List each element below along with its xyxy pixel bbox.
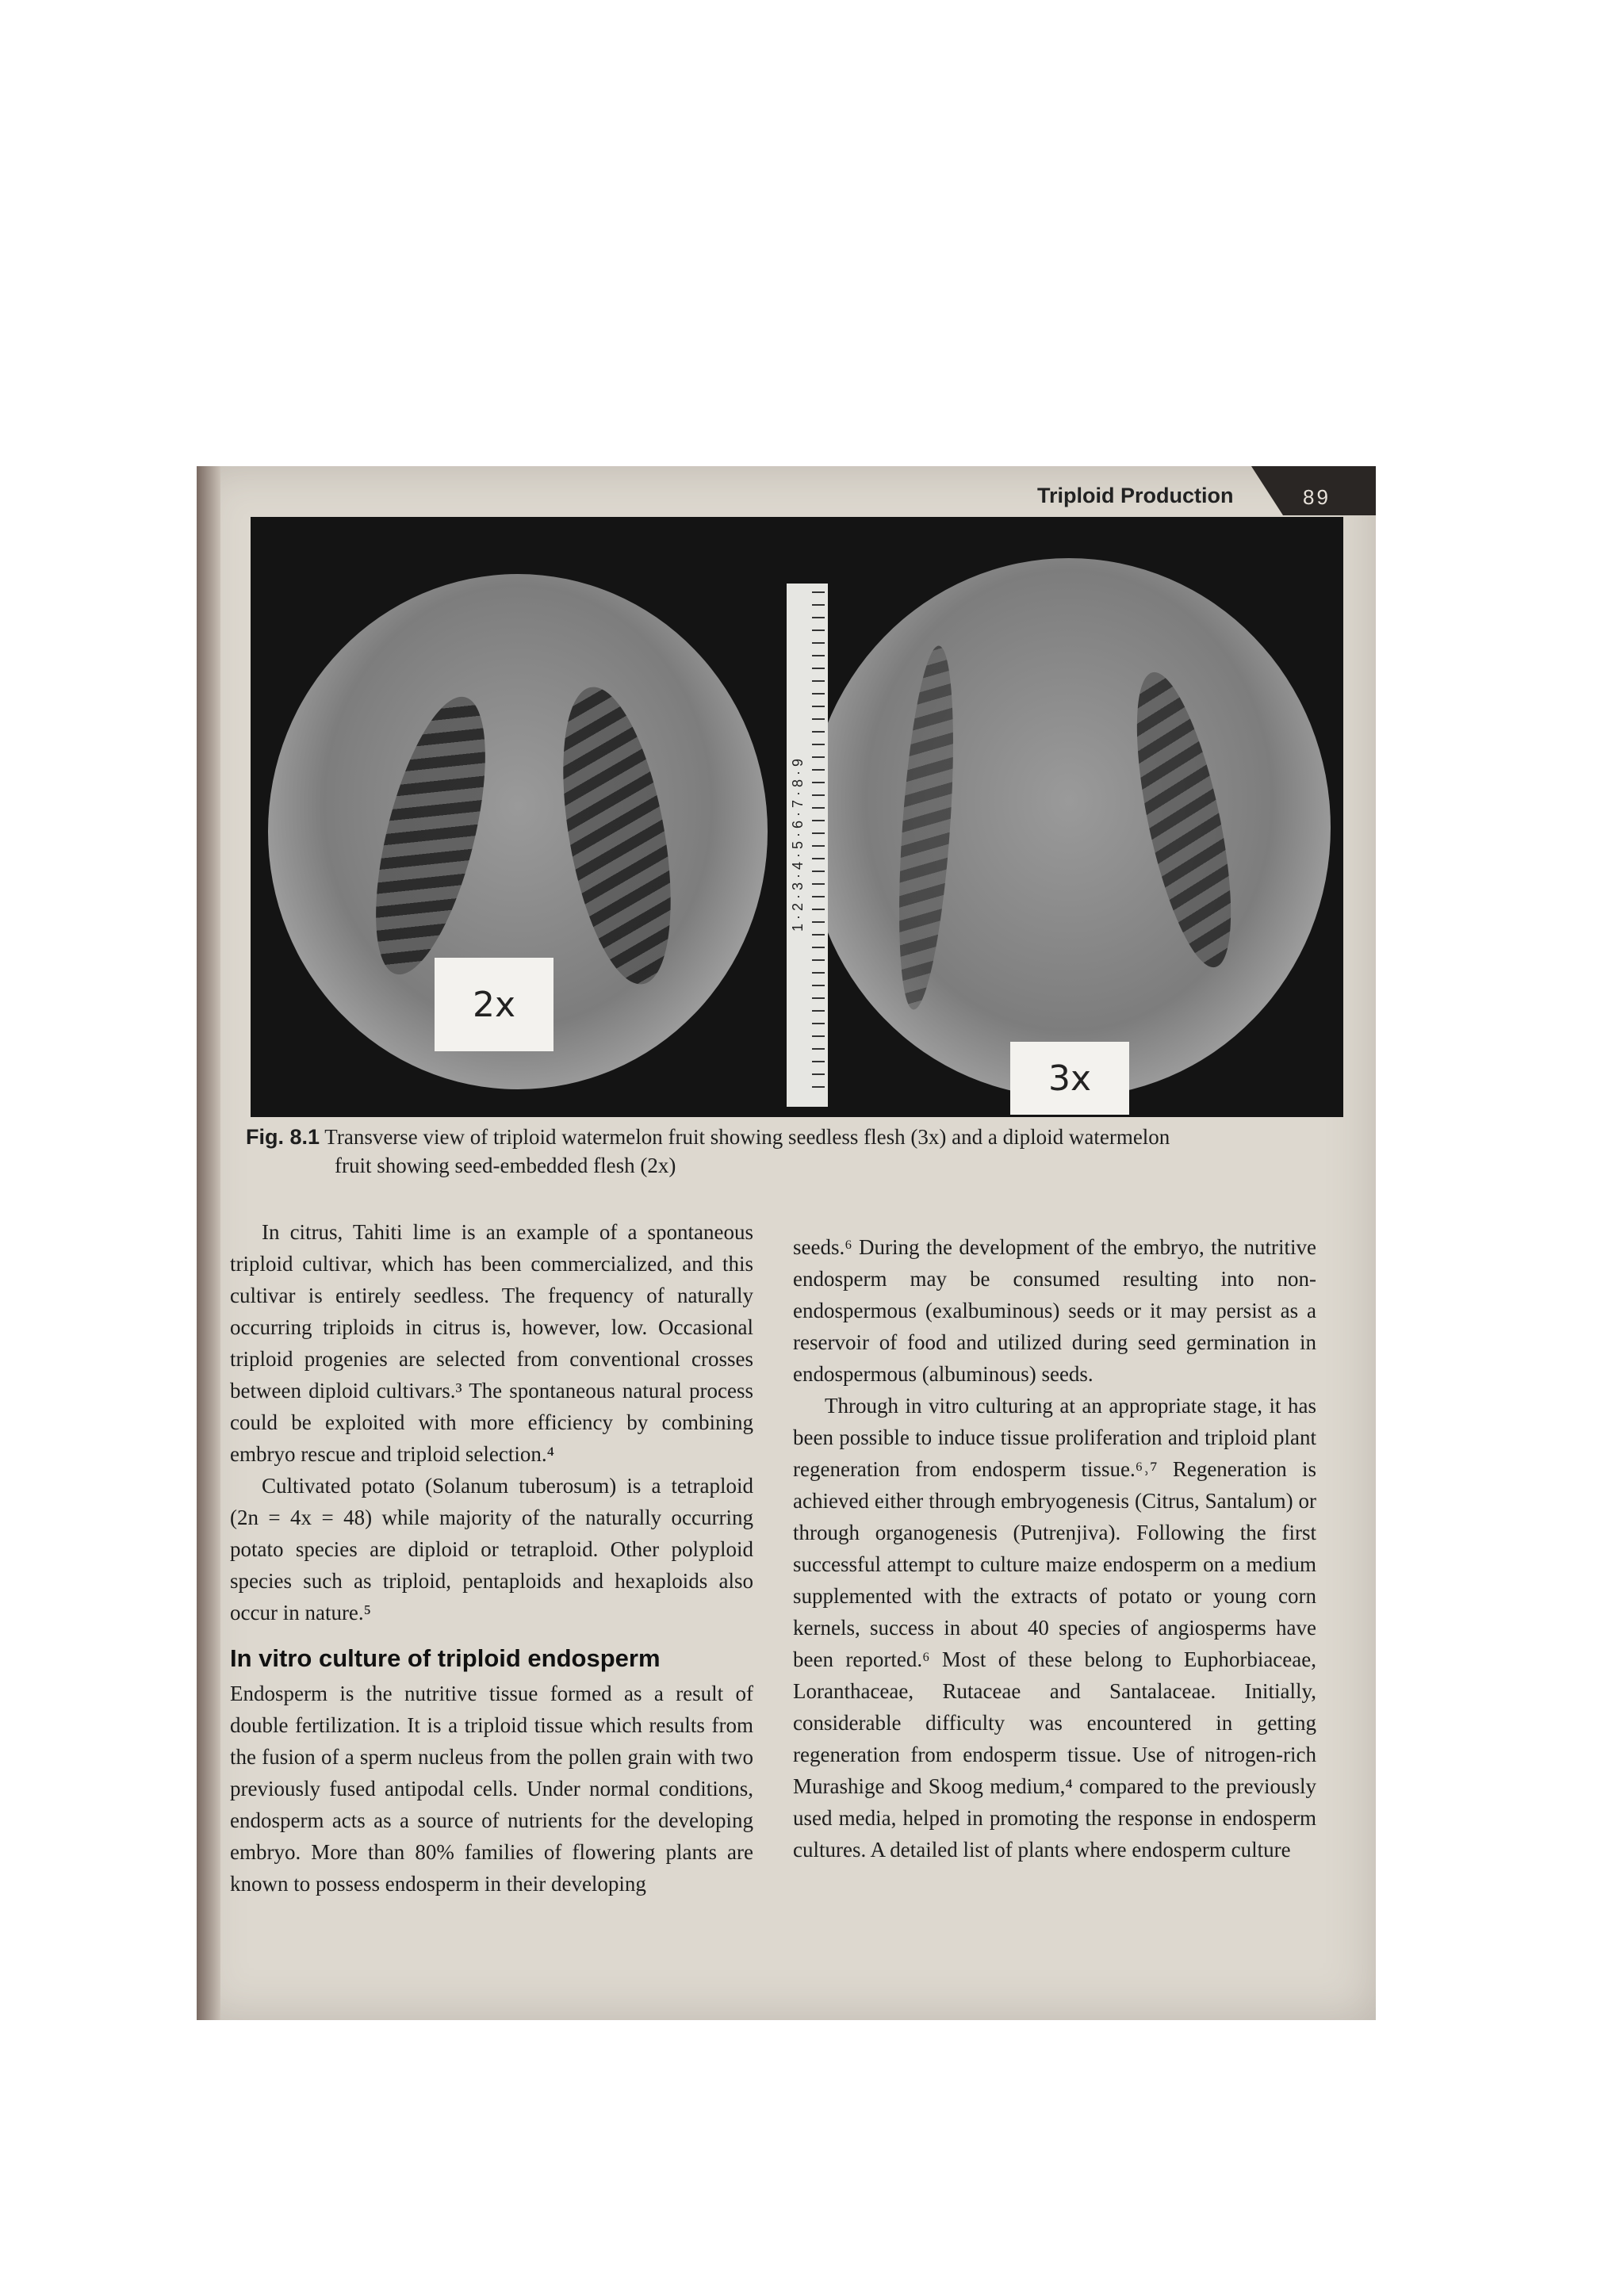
paragraph-seeds: seeds.⁶ During the development of the embryo, the nutritive endosperm may be consumed resulting into non-endospermous (exalbuminous) seeds or it may persist as a reservoir of food and utilized during seed germination in endospermous (albuminous) seeds. xyxy=(793,1235,1316,1386)
measuring-ruler xyxy=(787,584,828,1107)
ruler-ticks xyxy=(812,591,825,1099)
paragraph-citrus: In citrus, Tahiti lime is an example of a spontaneous triploid cultivar, which has been commercialized, and this cultivar is entirely seedless. The frequency of naturally occurring triploids in citrus is, however, low. Occasional triploid progenies are selected from conventional crosses between diploid cultivars.³ The spontaneous natural process could be exploited with more efficiency by combining embryo rescue and triploid selection.⁴ xyxy=(230,1220,753,1466)
book-page xyxy=(197,466,1376,2020)
caption-line-2: fruit showing seed-embedded flesh (2x) xyxy=(335,1154,676,1177)
page-number: 89 xyxy=(1303,485,1331,509)
left-column xyxy=(230,1216,753,1900)
seed-band xyxy=(890,644,963,1011)
figure-caption xyxy=(246,1123,1340,1180)
seed-band xyxy=(354,687,508,985)
caption-line-1: Transverse view of triploid watermelon fruit showing seedless flesh (3x) and a diploid watermelon xyxy=(324,1125,1170,1149)
right-column xyxy=(793,1231,1316,1866)
watermelon-figure xyxy=(251,517,1343,1117)
ruler-numbers: 1 · 2 · 3 · 4 · 5 · 6 · 7 · 8 · 9 xyxy=(790,758,806,932)
seed-band xyxy=(544,679,690,992)
running-head: Triploid Production xyxy=(1037,484,1234,507)
triploid-watermelon-image xyxy=(807,558,1331,1097)
section-heading: In vitro culture of triploid endosperm xyxy=(230,1644,661,1672)
label-2x: 2x xyxy=(435,958,553,1051)
seed-band xyxy=(1117,665,1250,974)
paragraph-in-vitro: Through in vitro culturing at an appropriate stage, it has been possible to induce tissue proliferation and triploid plant regeneration from endosperm tissue.⁶˒⁷ Regeneration is achieved either through embryogenesis (Citrus, Santalum) or through organogenesis (Putrenjiva). Following the first successful attempt to culture maize endosperm on a medium supplemented with the extracts of potato or young corn kernels, success in about 40 species of angiosperms have been reported.⁶ Most of these belong to Euphorbiaceae, Loranthaceae, Rutaceae and Santalaceae. Initially, considerable difficulty was encountered in getting regeneration from endosperm tissue. Use of nitrogen-rich Murashige and Skoog medium,⁴ compared to the previously used media, helped in promoting the response in endosperm cultures. A detailed list of plants where endosperm culture xyxy=(793,1394,1316,1862)
paragraph-potato: Cultivated potato (Solanum tuberosum) is a tetraploid (2n = 4x = 48) while majority of the naturally occurring potato species are diploid or tetraploid. Other polyploid species such as triploid, pentaploids and hexaploids also occur in nature.⁵ xyxy=(230,1474,753,1624)
label-3x: 3x xyxy=(1010,1042,1129,1115)
paragraph-endosperm: Endosperm is the nutritive tissue formed as a result of double fertilization. It is a triploid tissue which results from the fusion of a sperm nucleus from the pollen grain with two previously fused antipodal cells. Under normal conditions, endosperm acts as a source of nutrients for the developing embryo. More than 80% families of flowering plants are known to possess endosperm in their developing xyxy=(230,1682,753,1896)
caption-label: Fig. 8.1 xyxy=(246,1125,320,1149)
